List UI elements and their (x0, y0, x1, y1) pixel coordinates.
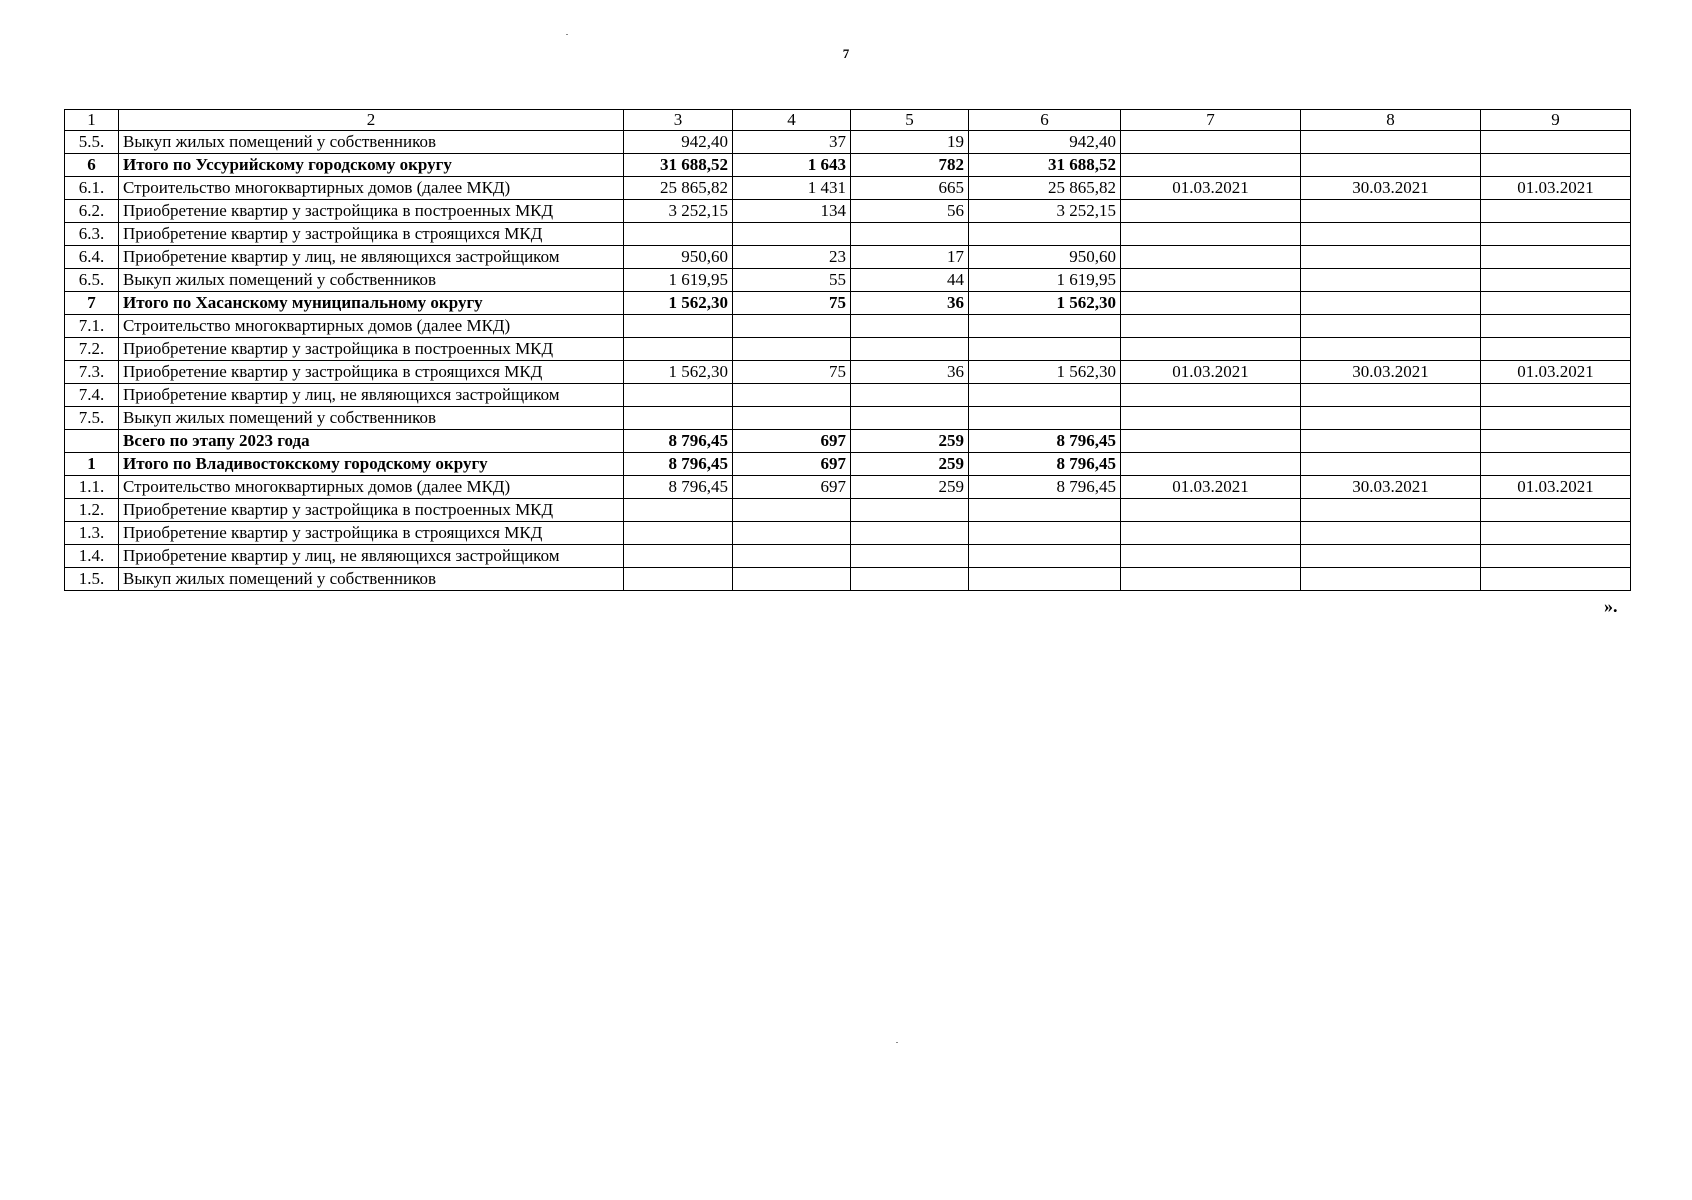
flats-count-cell: 697 (733, 430, 851, 453)
end-date-cell (1481, 522, 1631, 545)
row-name-cell: Строительство многоквартирных домов (далее МКД) (119, 476, 624, 499)
end-date-cell (1481, 338, 1631, 361)
total-cost-cell: 8 796,45 (624, 430, 733, 453)
end-date-cell (1481, 453, 1631, 476)
table-row (65, 499, 1631, 522)
page-number: 7 (842, 46, 850, 61)
total-cost-cell: 25 865,82 (624, 177, 733, 200)
allocated-cost-cell: 8 796,45 (969, 453, 1121, 476)
table-row (65, 154, 1631, 177)
table-row (65, 292, 1631, 315)
row-number-cell: 6 (65, 154, 119, 177)
allocated-cost-cell: 942,40 (969, 131, 1121, 154)
row-name-cell: Приобретение квартир у застройщика в построенных МКД (119, 338, 624, 361)
plan-date-cell (1301, 407, 1481, 430)
plan-date-cell: 30.03.2021 (1301, 476, 1481, 499)
total-cost-cell (624, 338, 733, 361)
start-date-cell: 01.03.2021 (1121, 361, 1301, 384)
flats-count-cell: 37 (733, 131, 851, 154)
plan-date-cell (1301, 223, 1481, 246)
table-row (65, 223, 1631, 246)
plan-date-cell (1301, 200, 1481, 223)
column-number: 3 (624, 110, 733, 131)
table-row (65, 246, 1631, 269)
flats-count-cell (733, 338, 851, 361)
row-number-cell: 1.5. (65, 568, 119, 591)
allocated-cost-cell: 25 865,82 (969, 177, 1121, 200)
flats-count-cell (733, 499, 851, 522)
plan-date-cell (1301, 499, 1481, 522)
families-count-cell: 44 (851, 269, 969, 292)
table-row (65, 131, 1631, 154)
allocated-cost-cell (969, 338, 1121, 361)
plan-date-cell: 30.03.2021 (1301, 177, 1481, 200)
start-date-cell (1121, 407, 1301, 430)
start-date-cell (1121, 154, 1301, 177)
allocated-cost-cell: 1 562,30 (969, 292, 1121, 315)
column-number: 9 (1481, 110, 1631, 131)
row-name-cell: Итого по Владивостокскому городскому округу (119, 453, 624, 476)
start-date-cell (1121, 384, 1301, 407)
table-row (65, 269, 1631, 292)
families-count-cell: 17 (851, 246, 969, 269)
start-date-cell (1121, 568, 1301, 591)
total-cost-cell (624, 315, 733, 338)
row-number-cell: 7.5. (65, 407, 119, 430)
scan-speck (896, 1042, 898, 1043)
start-date-cell (1121, 499, 1301, 522)
flats-count-cell: 75 (733, 361, 851, 384)
row-number-cell: 1.4. (65, 545, 119, 568)
end-date-cell (1481, 384, 1631, 407)
end-date-cell (1481, 154, 1631, 177)
total-cost-cell (624, 568, 733, 591)
flats-count-cell: 1 431 (733, 177, 851, 200)
table-row (65, 430, 1631, 453)
start-date-cell (1121, 269, 1301, 292)
row-name-cell: Итого по Хасанскому муниципальному округу (119, 292, 624, 315)
column-number: 6 (969, 110, 1121, 131)
scan-speck (566, 34, 568, 35)
start-date-cell (1121, 545, 1301, 568)
allocated-cost-cell: 950,60 (969, 246, 1121, 269)
column-number: 2 (119, 110, 624, 131)
column-number: 1 (65, 110, 119, 131)
table-body (65, 110, 1631, 591)
plan-date-cell (1301, 430, 1481, 453)
families-count-cell: 259 (851, 430, 969, 453)
allocated-cost-cell: 8 796,45 (969, 430, 1121, 453)
flats-count-cell: 1 643 (733, 154, 851, 177)
row-name-cell: Выкуп жилых помещений у собственников (119, 407, 624, 430)
row-name-cell: Приобретение квартир у застройщика в строящихся МКД (119, 223, 624, 246)
row-name-cell: Строительство многоквартирных домов (далее МКД) (119, 177, 624, 200)
plan-date-cell (1301, 154, 1481, 177)
flats-count-cell: 697 (733, 453, 851, 476)
table-row (65, 545, 1631, 568)
end-date-cell (1481, 545, 1631, 568)
row-name-cell: Строительство многоквартирных домов (далее МКД) (119, 315, 624, 338)
row-name-cell: Приобретение квартир у застройщика в строящихся МКД (119, 361, 624, 384)
allocated-cost-cell (969, 499, 1121, 522)
column-number: 8 (1301, 110, 1481, 131)
plan-date-cell (1301, 131, 1481, 154)
start-date-cell: 01.03.2021 (1121, 476, 1301, 499)
end-date-cell (1481, 223, 1631, 246)
start-date-cell (1121, 292, 1301, 315)
plan-date-cell (1301, 292, 1481, 315)
allocated-cost-cell: 8 796,45 (969, 476, 1121, 499)
families-count-cell (851, 384, 969, 407)
plan-date-cell (1301, 338, 1481, 361)
row-number-cell: 6.2. (65, 200, 119, 223)
total-cost-cell: 1 562,30 (624, 361, 733, 384)
flats-count-cell: 134 (733, 200, 851, 223)
families-count-cell (851, 522, 969, 545)
plan-date-cell (1301, 522, 1481, 545)
column-number: 4 (733, 110, 851, 131)
end-date-cell (1481, 315, 1631, 338)
table-row (65, 338, 1631, 361)
row-number-cell: 1.2. (65, 499, 119, 522)
start-date-cell (1121, 522, 1301, 545)
plan-date-cell (1301, 384, 1481, 407)
allocated-cost-cell: 1 562,30 (969, 361, 1121, 384)
allocated-cost-cell (969, 223, 1121, 246)
column-number: 7 (1121, 110, 1301, 131)
families-count-cell: 56 (851, 200, 969, 223)
column-number: 5 (851, 110, 969, 131)
end-date-cell (1481, 246, 1631, 269)
plan-date-cell (1301, 453, 1481, 476)
flats-count-cell (733, 223, 851, 246)
start-date-cell (1121, 338, 1301, 361)
flats-count-cell (733, 522, 851, 545)
plan-date-cell (1301, 568, 1481, 591)
plan-date-cell (1301, 246, 1481, 269)
row-number-cell (65, 430, 119, 453)
families-count-cell: 782 (851, 154, 969, 177)
row-number-cell: 7.3. (65, 361, 119, 384)
families-count-cell (851, 568, 969, 591)
row-name-cell: Выкуп жилых помещений у собственников (119, 568, 624, 591)
flats-count-cell (733, 407, 851, 430)
total-cost-cell: 1 562,30 (624, 292, 733, 315)
end-date-cell (1481, 499, 1631, 522)
total-cost-cell: 8 796,45 (624, 453, 733, 476)
families-count-cell: 665 (851, 177, 969, 200)
families-count-cell (851, 338, 969, 361)
allocated-cost-cell: 3 252,15 (969, 200, 1121, 223)
families-count-cell: 259 (851, 453, 969, 476)
row-number-cell: 1.3. (65, 522, 119, 545)
end-date-cell (1481, 269, 1631, 292)
table-row (65, 384, 1631, 407)
flats-count-cell (733, 384, 851, 407)
row-number-cell: 1.1. (65, 476, 119, 499)
row-name-cell: Приобретение квартир у застройщика в построенных МКД (119, 499, 624, 522)
end-date-cell (1481, 568, 1631, 591)
end-date-cell: 01.03.2021 (1481, 177, 1631, 200)
families-count-cell: 36 (851, 292, 969, 315)
table-row (65, 407, 1631, 430)
families-count-cell (851, 223, 969, 246)
closing-quote-mark: ». (1604, 596, 1618, 616)
row-number-cell: 7.1. (65, 315, 119, 338)
start-date-cell (1121, 223, 1301, 246)
end-date-cell (1481, 430, 1631, 453)
allocated-cost-cell (969, 407, 1121, 430)
total-cost-cell (624, 545, 733, 568)
flats-count-cell (733, 545, 851, 568)
row-name-cell: Всего по этапу 2023 года (119, 430, 624, 453)
end-date-cell: 01.03.2021 (1481, 476, 1631, 499)
allocated-cost-cell: 31 688,52 (969, 154, 1121, 177)
start-date-cell (1121, 453, 1301, 476)
flats-count-cell (733, 568, 851, 591)
families-count-cell: 19 (851, 131, 969, 154)
start-date-cell (1121, 131, 1301, 154)
row-name-cell: Приобретение квартир у застройщика в строящихся МКД (119, 522, 624, 545)
end-date-cell (1481, 131, 1631, 154)
allocated-cost-cell (969, 545, 1121, 568)
table-row (65, 361, 1631, 384)
total-cost-cell: 31 688,52 (624, 154, 733, 177)
total-cost-cell (624, 407, 733, 430)
allocated-cost-cell (969, 522, 1121, 545)
start-date-cell (1121, 315, 1301, 338)
flats-count-cell: 23 (733, 246, 851, 269)
total-cost-cell: 8 796,45 (624, 476, 733, 499)
row-name-cell: Выкуп жилых помещений у собственников (119, 269, 624, 292)
flats-count-cell: 55 (733, 269, 851, 292)
table-row (65, 200, 1631, 223)
row-number-cell: 6.4. (65, 246, 119, 269)
row-name-cell: Приобретение квартир у лиц, не являющихся застройщиком (119, 246, 624, 269)
total-cost-cell (624, 384, 733, 407)
allocated-cost-cell: 1 619,95 (969, 269, 1121, 292)
end-date-cell (1481, 407, 1631, 430)
end-date-cell (1481, 292, 1631, 315)
row-name-cell: Приобретение квартир у застройщика в построенных МКД (119, 200, 624, 223)
row-number-cell: 6.1. (65, 177, 119, 200)
families-count-cell (851, 499, 969, 522)
table-row (65, 522, 1631, 545)
start-date-cell (1121, 200, 1301, 223)
start-date-cell: 01.03.2021 (1121, 177, 1301, 200)
allocated-cost-cell (969, 568, 1121, 591)
row-number-cell: 1 (65, 453, 119, 476)
row-name-cell: Приобретение квартир у лиц, не являющихся застройщиком (119, 545, 624, 568)
row-number-cell: 6.5. (65, 269, 119, 292)
row-number-cell: 6.3. (65, 223, 119, 246)
table-row (65, 453, 1631, 476)
plan-date-cell (1301, 545, 1481, 568)
row-number-cell: 7.2. (65, 338, 119, 361)
flats-count-cell: 75 (733, 292, 851, 315)
families-count-cell: 259 (851, 476, 969, 499)
flats-count-cell: 697 (733, 476, 851, 499)
start-date-cell (1121, 246, 1301, 269)
families-count-cell (851, 407, 969, 430)
row-number-cell: 7.4. (65, 384, 119, 407)
families-count-cell (851, 315, 969, 338)
program-table (64, 109, 1631, 591)
end-date-cell: 01.03.2021 (1481, 361, 1631, 384)
allocated-cost-cell (969, 315, 1121, 338)
row-number-cell: 5.5. (65, 131, 119, 154)
total-cost-cell (624, 223, 733, 246)
plan-date-cell (1301, 269, 1481, 292)
total-cost-cell: 942,40 (624, 131, 733, 154)
table-row (65, 315, 1631, 338)
families-count-cell: 36 (851, 361, 969, 384)
start-date-cell (1121, 430, 1301, 453)
row-name-cell: Выкуп жилых помещений у собственников (119, 131, 624, 154)
table-row (65, 476, 1631, 499)
total-cost-cell (624, 499, 733, 522)
total-cost-cell: 1 619,95 (624, 269, 733, 292)
total-cost-cell: 3 252,15 (624, 200, 733, 223)
column-number-row (65, 110, 1631, 131)
row-number-cell: 7 (65, 292, 119, 315)
end-date-cell (1481, 200, 1631, 223)
row-name-cell: Итого по Уссурийскому городскому округу (119, 154, 624, 177)
total-cost-cell (624, 522, 733, 545)
allocated-cost-cell (969, 384, 1121, 407)
row-name-cell: Приобретение квартир у лиц, не являющихся застройщиком (119, 384, 624, 407)
flats-count-cell (733, 315, 851, 338)
plan-date-cell (1301, 315, 1481, 338)
table-row (65, 177, 1631, 200)
table-row (65, 568, 1631, 591)
families-count-cell (851, 545, 969, 568)
total-cost-cell: 950,60 (624, 246, 733, 269)
plan-date-cell: 30.03.2021 (1301, 361, 1481, 384)
